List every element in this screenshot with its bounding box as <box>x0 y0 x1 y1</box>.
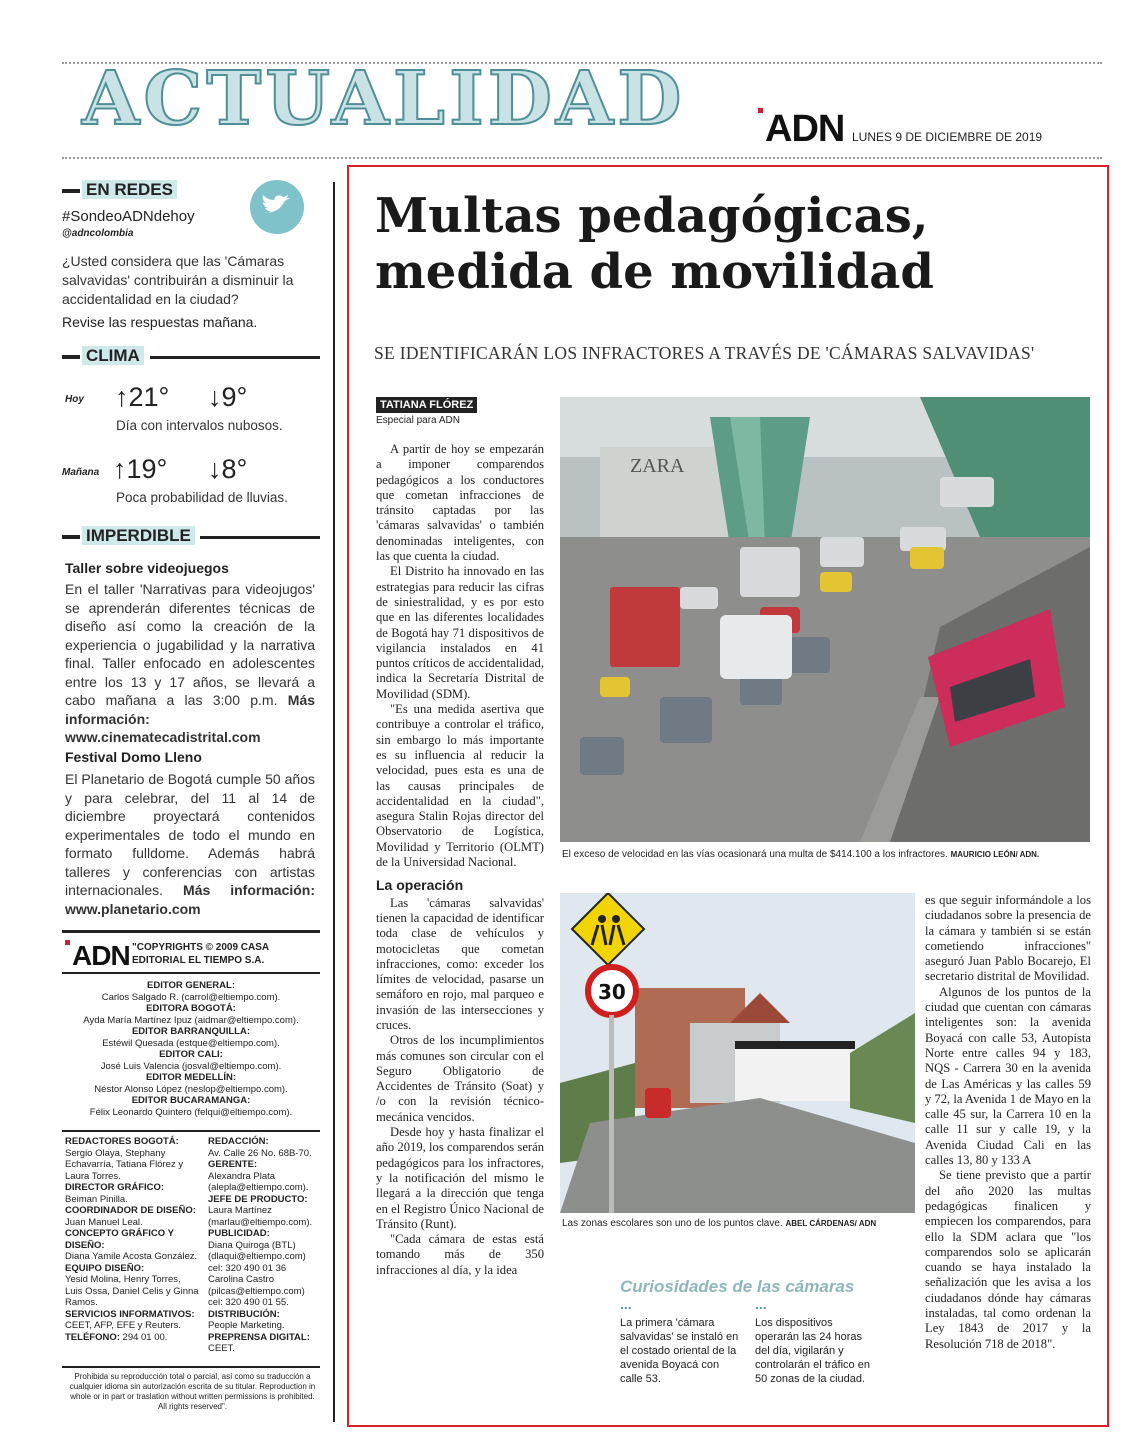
store-sign: ZARA <box>630 455 685 477</box>
staff-role: EQUIPO DISEÑO: <box>65 1262 145 1274</box>
photo1-caption <box>562 849 1039 860</box>
article-column-3 <box>925 893 1091 1352</box>
event-body-text: El Planetario de Bogotá cumple 50 años y para celebrar, del 11 al 14 de diciembre proyectará contenidos experimentales de todo el mundo en formato fulldome. Además habrá talleres y conferencias con artistas internacionales. <box>65 771 315 898</box>
paragraph: es que seguir informándole a los ciudadanos sobre la presencia de la cámara y también si se están cometiendo infracciones" aseguró Juan Pablo Bocarejo, El secretario distrital de Movilidad. <box>925 893 1091 984</box>
paragraph: El Distrito ha innovado en las estrategias para reducir las cifras de siniestralidad, y es por esto que en las diferentes localidades de Bogotá hay 71 dispositivos de vigilancia instalados en 41 puntos críticos de accidentalidad, indica la Secretaría Distrital de Movilidad (SDM). <box>376 564 544 701</box>
weather-tomorrow-high: ↑19° <box>113 454 168 484</box>
curiosidades-dots: ... <box>620 1296 632 1312</box>
headline-line-2: medida de movilidad <box>375 244 934 300</box>
headline-line-1: Multas pedagógicas, <box>375 188 929 244</box>
editors-block <box>62 980 320 1118</box>
curiosidades-dots: ... <box>755 1296 767 1312</box>
paragraph: Se tiene previsto que a partir del año 2020 las multas pedagógicas finalicen y empiecen los comparendos, para ello la SDM aclara que "los comparendos solo se aplicarán cuando se haya instalado la señalización que les avisa a los ciudadanos dónde hay cámaras instaladas, tal como ordenan la Ley 1843 de 2017 y la Resolución 718 de 2018". <box>925 1168 1091 1351</box>
redes-label: EN REDES <box>82 180 177 199</box>
event-more-link[interactable]: Más información: www.planetario.com <box>65 882 316 917</box>
staff-role: SERVICIOS INFORMATIVOS: <box>65 1308 195 1320</box>
event-more-link[interactable]: Más información: www.cinematecadistrital.com <box>65 692 316 745</box>
school-zone-photo <box>560 893 915 1213</box>
event-title: Taller sobre videojuegos <box>65 560 229 576</box>
header-bottom-rule <box>62 157 1102 159</box>
editor-name: Ayda María Martínez Ipuz (aidmar@eltiempo.com). <box>83 1014 299 1026</box>
clima-label: CLIMA <box>82 346 144 365</box>
traffic-photo <box>560 397 1090 842</box>
event-body <box>65 770 315 918</box>
event-body-text: En el taller 'Narrativas para videojugos' se aprenderán diferentes técnicas de diseño así como la creación de la experiencia o jugabilidad y la narrativa final. Taller enfocado en adolescentes entre los 13 y 17 años, se llevará a cabo mañana a las 3:00 p.m. <box>65 581 315 708</box>
curiosidades-title: Curiosidades de las cámaras <box>620 1277 855 1296</box>
editor-role: EDITOR BARRANQUILLA: <box>131 1026 251 1037</box>
paragraph: Otros de los incumplimientos más comunes son circular con el Seguro Obligatorio de Accidentes de Tránsito (Soat) y /o con la revisión técnico-mecánica vencidos. <box>376 1033 544 1124</box>
weather-today-low: ↓9° <box>208 382 248 412</box>
photo2-caption-text: Las zonas escolares son uno de los puntos clave. <box>562 1218 783 1229</box>
adn-logo-small-text: ADN <box>72 940 130 971</box>
staff-role: TELÉFONO: <box>65 1331 120 1343</box>
hashtag: #SondeoADNdehoy <box>62 208 195 225</box>
imperdible-label: IMPERDIBLE <box>82 526 195 545</box>
staff-name: People Marketing. <box>208 1320 285 1331</box>
editor-role: EDITOR MEDELLÍN: <box>145 1072 237 1083</box>
staff-left-block <box>65 1136 200 1343</box>
twitter-handle: @adncolombia <box>62 228 134 239</box>
copyright-notice: "COPYRIGHTS © 2009 CASA EDITORIAL EL TIEMPO S.A. <box>132 942 269 966</box>
weather-tomorrow-low: ↓8° <box>208 454 248 484</box>
staff-role: COORDINADOR DE DISEÑO: <box>65 1205 196 1216</box>
photo2-credit: ABEL CÁRDENAS/ ADN <box>785 1219 877 1228</box>
staff-role: DISTRIBUCIÓN: <box>208 1308 280 1320</box>
weather-today-day: Hoy <box>65 394 84 405</box>
staff-name: Yesid Molina, Henry Torres, Luis Ossa, Daniel Celis y Ginna Ramos. <box>65 1274 199 1308</box>
speed-limit-value: 30 <box>598 980 626 1004</box>
editor-name: Néstor Alonso López (neslop@eltiempo.com). <box>94 1083 288 1095</box>
disclaimer: Prohibida su reproducción total o parcial, así como su traducción a cualquier idioma sin autorización escrita de su titular. Reproduction in whole or in part or traslation without written permissions is prohibited. All rights reserved". <box>69 1372 316 1411</box>
staff-name: Sergio Olaya, Stephany Echavarría, Tatiana Flórez y Laura Torres. <box>65 1147 184 1182</box>
event-body <box>65 580 315 747</box>
staff-role: REDACTORES BOGOTÁ: <box>65 1136 179 1147</box>
staff-name: Beiman Pinilla. <box>65 1193 128 1205</box>
weather-today-desc: Día con intervalos nubosos. <box>116 418 283 433</box>
logo-mark-icon <box>758 108 763 113</box>
staff-role: DIRECTOR GRÁFICO: <box>65 1182 165 1193</box>
sidebar-divider <box>62 1366 320 1368</box>
staff-name: CEET. <box>208 1343 235 1354</box>
staff-name: Av. Calle 26 No. 68B-70. <box>208 1147 312 1159</box>
event-title: Festival Domo Lleno <box>65 749 202 765</box>
adn-logo-text: ADN <box>765 108 845 150</box>
section-label-imperdible <box>62 526 195 546</box>
sidebar-divider <box>62 972 320 974</box>
staff-role: JEFE DE PRODUCTO: <box>208 1193 308 1205</box>
paragraph: Desde hoy y hasta finalizar el año 2019, los comparendos serán pedagógicos para los infractores, y la notificación del mismo le llegará a la dirección que tenga en el Registro Único Nacional de Tránsito (Runt). <box>376 1125 544 1231</box>
staff-right-block <box>208 1136 320 1355</box>
staff-name: Alexandra Plata (alepla@eltiempo.com). <box>208 1170 309 1193</box>
paragraph: Algunos de los puntos de la ciudad que cuentan con cámaras inteligentes son: la avenida Boyacá con calle 53, Autopista Norte entre calles 94 y 183, NQS - Carrera 30 en la avenida de Las Américas y las calles 59 y 72, la Avenida 1 de Mayo en la calle 45 sur, la Carrera 10 en la calle 11 sur y calle 19, y la Avenida Ciudad Cali en las calles 13, 80 y 133 A <box>925 984 1091 1168</box>
sidebar-divider <box>62 1130 320 1132</box>
adn-logo-small <box>65 940 130 972</box>
author-affiliation: Especial para ADN <box>376 415 460 426</box>
section-title: ACTUALIDAD <box>82 56 686 142</box>
weather-tomorrow-day: Mañana <box>62 467 100 478</box>
editor-name: Félix Leonardo Quintero (felqui@eltiempo.com). <box>89 1106 293 1118</box>
staff-name: Diana Quiroga (BTL) (dlaqui@eltiempo.com) cel: 320 490 01 36 Carolina Castro (pilcas@eltiempo.com) cel: 320 490 01 55. <box>208 1239 306 1308</box>
clima-rule <box>150 356 320 359</box>
imperdible-rule <box>200 536 320 539</box>
paragraph: "Es una medida asertiva que contribuye a controlar el tráfico, sin embargo lo más importante es su influencia al reducir la velocidad, pues esta es una de las causas principales de accidentalidad en la ciudad", asegura Stalin Rojas director del Observatorio de Logística, Movilidad y Territorio (OLMT) de la Universidad Nacional. <box>376 702 544 870</box>
paragraph: "Cada cámara de estas está tomando más de 350 infracciones al día, y la idea <box>376 1232 544 1277</box>
article-subtitle: La operación <box>376 877 464 894</box>
editor-role: EDITOR BUCARAMANGA: <box>131 1095 251 1106</box>
staff-role: CONCEPTO GRÁFICO Y DISEÑO: <box>65 1228 174 1251</box>
photo1-caption-text: El exceso de velocidad en las vías ocasionará una multa de $414.100 a los infractores. <box>562 849 948 860</box>
article-column-1 <box>376 442 544 1278</box>
paragraph: A partir de hoy se empezarán a imponer comparendos pedagógicos a los conductores que cometan infracciones de tránsito captadas por las 'cámaras salvavidas' o también denominadas inteligentes, con las que cuenta la ciudad. <box>376 442 544 564</box>
editor-role: EDITORA BOGOTÁ: <box>146 1003 236 1014</box>
redes-cta: Revise las respuestas mañana. <box>62 314 258 330</box>
subhead: SE IDENTIFICARÁN LOS INFRACTORES A TRAVÉS DE 'CÁMARAS SALVAVIDAS' <box>374 343 1035 363</box>
editor-role: EDITOR GENERAL: <box>147 980 235 991</box>
adn-logo <box>758 108 844 151</box>
curiosidad-item: Los dispositivos operarán las 24 horas del día, vigilarán y controlarán el tráfico en 50 zonas de la ciudad. <box>755 1317 870 1385</box>
editor-name: Estéwil Quesada (estque@eltiempo.com). <box>102 1037 280 1049</box>
section-label-clima <box>62 346 144 366</box>
redes-question: ¿Usted considera que las 'Cámaras salvavidas' contribuirán a disminuir la accidentalidad en la ciudad? <box>62 253 294 307</box>
staff-role: REDACCIÓN: <box>208 1136 269 1147</box>
curiosidad-item: La primera 'cámara salvavidas' se instaló en el costado oriental de la avenida Boyacá con calle 53. <box>620 1317 739 1385</box>
editor-name: Carlos Salgado R. (carrol@eltiempo.com). <box>101 991 281 1003</box>
staff-role: PREPRENSA DIGITAL: <box>208 1331 310 1343</box>
photo1-credit: MAURICIO LEÓN/ ADN. <box>950 850 1040 859</box>
staff-name: CEET, AFP, EFE y Reuters. <box>65 1320 181 1331</box>
paragraph: Las 'cámaras salvavidas' tienen la capacidad de identificar toda clase de vehículos y motocicletas que cometan infracciones, como: exceder los límites de velocidad, pasarse un semáforo en rojo, mal parqueo e invasión de las intersecciones y cruces. <box>376 895 544 1032</box>
twitter-bird-icon <box>250 180 304 234</box>
sidebar-divider <box>62 930 320 933</box>
photo2-caption <box>562 1218 876 1229</box>
editor-name: José Luis Valencia (josval@eltiempo.com). <box>100 1060 282 1072</box>
staff-name: Laura Martínez (marlau@eltiempo.com). <box>208 1205 313 1228</box>
weather-today-high: ↑21° <box>115 382 170 412</box>
author-byline: TATIANA FLÓREZ <box>376 397 477 413</box>
headline <box>375 188 1085 300</box>
staff-name: 294 01 00. <box>122 1331 168 1343</box>
staff-role: GERENTE: <box>208 1159 258 1170</box>
staff-name: Diana Yamile Acosta González. <box>65 1251 198 1262</box>
staff-name: Juan Manuel Leal. <box>65 1216 143 1228</box>
column-divider <box>333 182 335 1422</box>
issue-date: LUNES 9 DE DICIEMBRE DE 2019 <box>852 130 1043 144</box>
logo-mark-icon <box>65 940 70 945</box>
editor-role: EDITOR CALI: <box>159 1049 223 1060</box>
staff-role: PUBLICIDAD: <box>208 1228 270 1239</box>
weather-tomorrow-desc: Poca probabilidad de lluvias. <box>116 490 288 505</box>
